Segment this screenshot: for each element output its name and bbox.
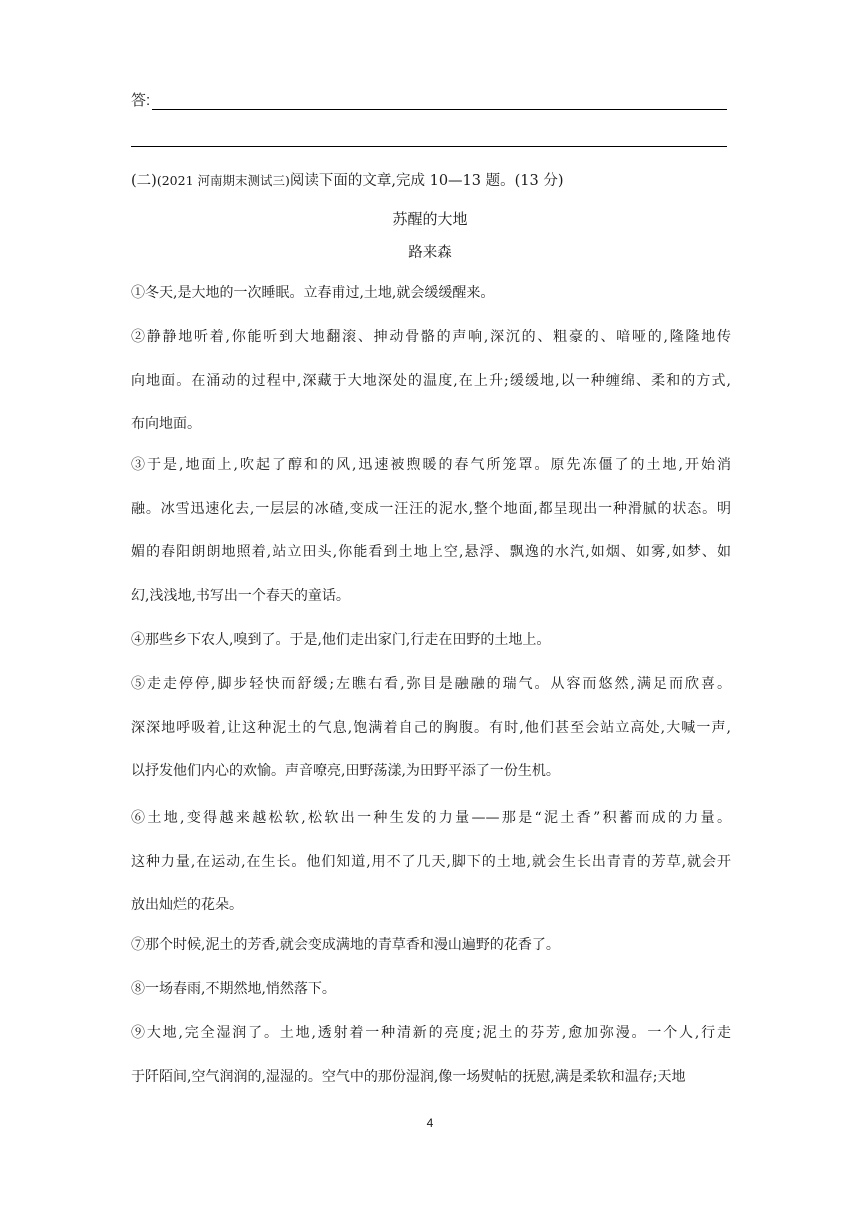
paragraph-line: 于阡陌间,空气润润的,湿湿的。空气中的那份湿润,像一场熨帖的抚慰,满是柔软和温存;天地	[131, 1068, 686, 1085]
paragraph-line: 布向地面。	[131, 416, 201, 432]
paragraph-line: ②静静地听着,你能听到大地翻滚、抻动骨骼的声响,深沉的、粗豪的、喑哑的,隆隆地传	[131, 329, 731, 345]
section-instruction: 阅读下面的文章,完成 10—13 题。(13 分)	[289, 173, 564, 189]
section-source: (2021 河南期末测试三)	[156, 173, 290, 188]
paragraph-line: 放出灿烂的花朵。	[131, 897, 243, 913]
paragraph-line: ④那些乡下农人,嗅到了。于是,他们走出家门,行走在田野的土地上。	[131, 632, 551, 648]
section-prefix: (二)	[131, 173, 157, 189]
paragraph-line: ⑤走走停停,脚步轻快而舒缓;左瞧右看,弥目是融融的瑞气。从容而悠然,满足而欣喜。	[131, 676, 731, 692]
paragraph-line: 融。冰雪迅速化去,一层层的冰碴,变成一汪汪的泥水,整个地面,都呈现出一种滑腻的状态。明	[131, 500, 731, 517]
paragraph-line: 向地面。在涌动的过程中,深藏于大地深处的温度,在上升;缓缓地,以一种缠绵、柔和的方式,	[131, 372, 731, 389]
paragraph-line: ⑨大地,完全湿润了。土地,透射着一种清新的亮度;泥土的芬芳,愈加弥漫。一个人,行走	[131, 1025, 731, 1041]
paragraph-line: ⑧一场春雨,不期然地,悄然落下。	[131, 981, 336, 997]
article-title: 苏醒的大地	[392, 210, 468, 228]
paragraph-line: ⑦那个时候,泥土的芳香,就会变成满地的青草香和漫山遍野的花香了。	[131, 937, 560, 953]
page-number: 4	[426, 1116, 434, 1130]
paragraph-line: ①冬天,是大地的一次睡眠。立春甫过,土地,就会缓缓醒来。	[131, 285, 495, 301]
paragraph-line: ③于是,地面上,吹起了醇和的风,迅速被煦暖的春气所笼罩。原先冻僵了的土地,开始消	[131, 457, 731, 473]
paragraph-line: 幻,浅浅地,书写出一个春天的童话。	[131, 587, 350, 604]
answer-line-second[interactable]	[131, 146, 727, 147]
paragraph-line: 媚的春阳朗朗地照着,站立田头,你能看到土地上空,悬浮、飘逸的水汽,如烟、如雾,如梦、如	[131, 544, 731, 560]
article-author: 路来森	[408, 245, 452, 261]
answer-row	[131, 88, 727, 110]
paragraph-line: 这种力量,在运动,在生长。他们知道,用不了几天,脚下的土地,就会生长出青青的芳草,就会开	[131, 853, 731, 870]
paragraph-line: 深深地呼吸着,让这种泥土的气息,饱满着自己的胸腹。有时,他们甚至会站立高处,大喊一声,	[131, 719, 731, 736]
paragraph-line: ⑥土地,变得越来越松软,松软出一种生发的力量——那是“泥土香”积蓄而成的力量。	[131, 810, 731, 826]
paragraph-line: 以抒发他们内心的欢愉。声音嘹亮,田野荡漾,为田野平添了一份生机。	[131, 763, 560, 779]
section-heading	[131, 171, 731, 191]
answer-line[interactable]	[152, 92, 727, 110]
answer-label: 答:	[131, 92, 151, 109]
